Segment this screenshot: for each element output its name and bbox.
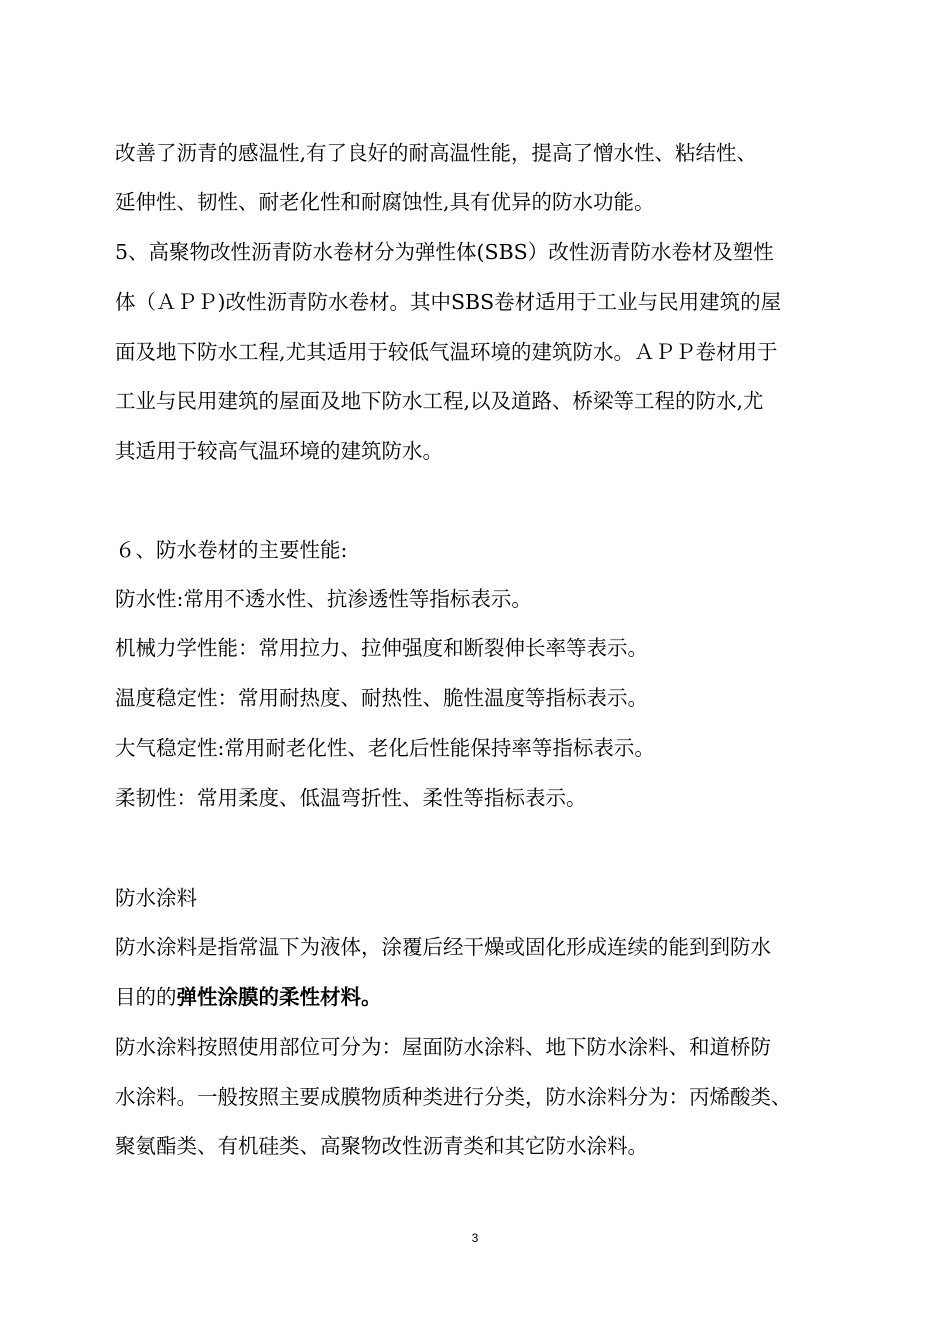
text-line: 防水涂料按照使用部位可分为：屋面防水涂料、地下防水涂料、和道桥防 [115,1035,771,1059]
bold-phrase: 弹性涂膜的柔性材料。 [176,985,382,1009]
page-number: 3 [471,1231,479,1245]
list-item: 柔韧性：常用柔度、低温弯折性、柔性等指标表示。 [115,786,587,810]
text-line: 防水涂料是指常温下为液体，涂覆后经干燥或固化形成连续的能到到防水 [115,935,771,959]
text-line [115,983,845,1011]
list-item: 大气稳定性:常用耐老化性、老化后性能保持率等指标表示。 [115,736,655,760]
text-line: 5、高聚物改性沥青防水卷材分为弹性体(SBS）改性沥青防水卷材及塑性 [115,240,774,264]
text-line: 其适用于较高气温环境的建筑防水。 [115,439,443,463]
text-span: 目的的 [115,985,177,1009]
list-item: 温度稳定性：常用耐热度、耐热性、脆性温度等指标表示。 [115,686,648,710]
text-line: 水涂料。一般按照主要成膜物质种类进行分类，防水涂料分为：丙烯酸类、 [115,1085,792,1109]
list-item: 防水性:常用不透水性、抗渗透性等指标表示。 [115,587,532,611]
text-line: 工业与民用建筑的屋面及地下防水工程,以及道路、桥梁等工程的防水,尤 [115,389,764,413]
section-title: 防水涂料 [115,886,197,910]
section-heading: ６、防水卷材的主要性能: [115,538,348,562]
text-line: 体（ＡＰＰ)改性沥青防水卷材。其中SBS卷材适用于工业与民用建筑的屋 [115,290,782,314]
text-line: 延伸性、韧性、耐老化性和耐腐蚀性,具有优异的防水功能。 [115,190,655,214]
list-item: 机械力学性能：常用拉力、拉伸强度和断裂伸长率等表示。 [115,636,648,660]
text-line: 改善了沥青的感温性,有了良好的耐高温性能，提高了憎水性、粘结性、 [115,141,758,165]
text-line: 聚氨酯类、有机硅类、高聚物改性沥青类和其它防水涂料。 [115,1134,648,1158]
text-line: 面及地下防水工程,尤其适用于较低气温环境的建筑防水。ＡＰＰ卷材用于 [115,340,778,364]
